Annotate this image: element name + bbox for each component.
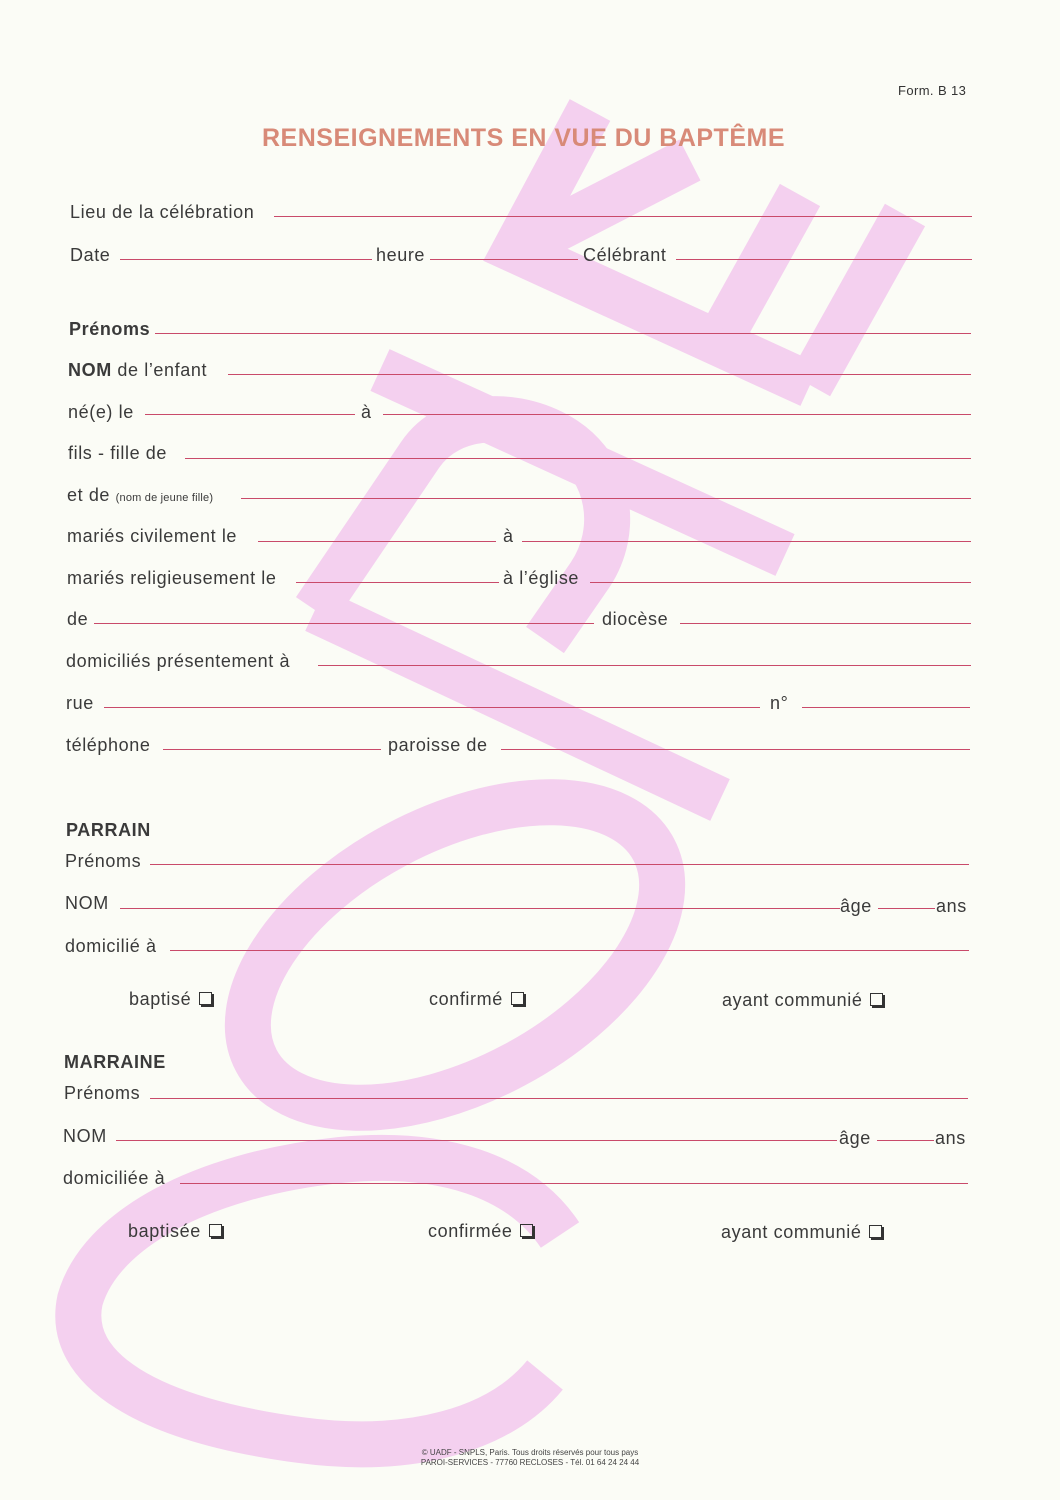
celebrant-field[interactable] <box>676 259 972 260</box>
fils-fille-label: fils - fille de <box>68 443 168 463</box>
parrain-nom-field[interactable] <box>120 908 840 909</box>
marraine-domicilie-label: domiciliée à <box>63 1168 166 1188</box>
domicilies-field[interactable] <box>318 665 971 666</box>
de-field[interactable] <box>94 623 594 624</box>
pere-field[interactable] <box>185 458 971 459</box>
marraine-prenoms-field[interactable] <box>150 1098 968 1099</box>
lieu-naissance-field[interactable] <box>383 414 971 415</box>
lieu-label: Lieu de la célébration <box>70 202 255 222</box>
maries-religieusement-date-field[interactable] <box>296 582 499 583</box>
date-field[interactable] <box>120 259 372 260</box>
marraine-confirmee-option[interactable]: confirmée <box>428 1221 533 1242</box>
marraine-age-field[interactable] <box>877 1140 934 1141</box>
parrain-prenoms-label: Prénoms <box>65 851 142 871</box>
celebrant-label: Célébrant <box>583 245 667 265</box>
nom-enfant-field[interactable] <box>228 374 971 375</box>
lieu-field[interactable] <box>274 216 972 217</box>
a-l-eglise-label: à l’église <box>503 568 580 588</box>
marraine-confirmee-checkbox[interactable] <box>520 1224 533 1237</box>
de-label: de <box>67 609 89 629</box>
parrain-age-label: âge <box>840 896 872 916</box>
marraine-baptisee-checkbox[interactable] <box>209 1224 222 1237</box>
maries-religieusement-label: mariés religieusement le <box>67 568 277 588</box>
prenoms-label: Prénoms <box>69 319 151 339</box>
marraine-age-label: âge <box>839 1128 871 1148</box>
marraine-communie-checkbox[interactable] <box>869 1225 882 1238</box>
parrain-confirme-option[interactable]: confirmé <box>429 989 524 1010</box>
telephone-label: téléphone <box>66 735 151 755</box>
marraine-nom-label: NOM <box>63 1126 107 1146</box>
diocese-field[interactable] <box>680 623 971 624</box>
parrain-baptise-checkbox[interactable] <box>199 992 212 1005</box>
marraine-ans-label: ans <box>935 1128 966 1148</box>
date-label: Date <box>70 245 111 265</box>
footer-copyright: © UADF - SNPLS, Paris. Tous droits réservés pour tous pays <box>421 1448 639 1457</box>
a-label-2: à <box>503 526 514 546</box>
mere-field[interactable] <box>241 498 971 499</box>
parrain-nom-label: NOM <box>65 893 109 913</box>
parrain-communie-option[interactable]: ayant communié <box>722 990 883 1011</box>
parrain-domicilie-field[interactable] <box>170 950 969 951</box>
parrain-age-field[interactable] <box>878 908 935 909</box>
form-reference: Form. B 13 <box>898 83 967 98</box>
eglise-field[interactable] <box>590 582 971 583</box>
heure-field[interactable] <box>430 259 578 260</box>
parrain-baptise-option[interactable]: baptisé <box>129 989 212 1010</box>
parrain-prenoms-field[interactable] <box>150 864 969 865</box>
diocese-label: diocèse <box>602 609 669 629</box>
et-de-label: et de (nom de jeune fille) <box>67 485 214 505</box>
telephone-field[interactable] <box>163 749 381 750</box>
parrain-ans-label: ans <box>936 896 967 916</box>
rue-label: rue <box>66 693 94 713</box>
ne-le-field[interactable] <box>145 414 355 415</box>
ne-le-label: né(e) le <box>68 402 134 422</box>
footer-address: PAROI-SERVICES - 77760 RECLOSES - Tél. 01 64 24 24 44 <box>420 1458 640 1467</box>
maries-civilement-label: mariés civilement le <box>67 526 238 546</box>
parrain-confirme-checkbox[interactable] <box>511 992 524 1005</box>
marraine-prenoms-label: Prénoms <box>64 1083 141 1103</box>
domicilies-label: domiciliés présentement à <box>66 651 291 671</box>
rue-field[interactable] <box>104 707 760 708</box>
paroisse-label: paroisse de <box>388 735 488 755</box>
a-label: à <box>361 402 372 422</box>
page-title: RENSEIGNEMENTS EN VUE DU BAPTÊME <box>262 124 786 152</box>
marraine-domicilie-field[interactable] <box>180 1183 968 1184</box>
parrain-communie-checkbox[interactable] <box>870 993 883 1006</box>
marraine-baptisee-option[interactable]: baptisée <box>128 1221 222 1242</box>
paroisse-field[interactable] <box>501 749 970 750</box>
nom-enfant-label: NOM de l’enfant <box>68 360 208 380</box>
maries-civilement-date-field[interactable] <box>258 541 496 542</box>
parrain-heading: PARRAIN <box>66 820 151 840</box>
parrain-domicilie-label: domicilié à <box>65 936 157 956</box>
numero-field[interactable] <box>802 707 970 708</box>
footer <box>330 1448 730 1468</box>
heure-label: heure <box>376 245 426 265</box>
marraine-nom-field[interactable] <box>116 1140 837 1141</box>
marraine-heading: MARRAINE <box>64 1052 166 1072</box>
maries-civilement-lieu-field[interactable] <box>522 541 971 542</box>
numero-label: n° <box>770 693 789 713</box>
prenoms-field[interactable] <box>155 333 971 334</box>
marraine-communie-option[interactable]: ayant communié <box>721 1222 882 1243</box>
